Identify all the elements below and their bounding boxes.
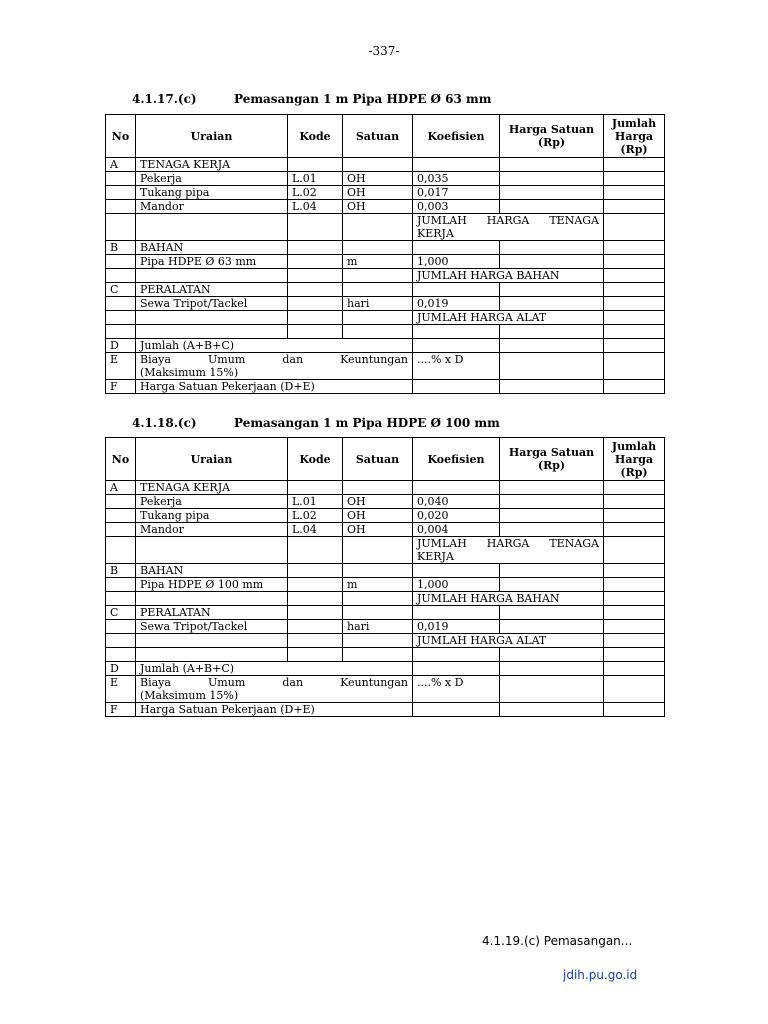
row-uraian: Pipa HDPE Ø 100 mm [136, 578, 288, 592]
row-koefisien: ....% x D [413, 353, 500, 380]
row-satuan: OH [343, 200, 413, 214]
table-row [106, 200, 665, 214]
ahsp-table-4-1-18 [105, 437, 665, 717]
row-uraian: PERALATAN [136, 283, 288, 297]
row-uraian: BAHAN [136, 241, 288, 255]
row-no: A [106, 481, 136, 495]
table-row-empty [106, 325, 665, 339]
row-kode [288, 620, 343, 634]
header-no: No [106, 438, 136, 481]
header-harga-satuan: Harga Satuan (Rp) [500, 438, 604, 481]
row-koefisien: 0,003 [413, 200, 500, 214]
row-uraian: PERALATAN [136, 606, 288, 620]
table-row [106, 339, 665, 353]
subtotal-tenaga-kerja-label [413, 214, 604, 241]
row-uraian: Harga Satuan Pekerjaan (D+E) [136, 703, 413, 717]
subtotal-alat-label: JUMLAH HARGA ALAT [413, 311, 604, 325]
row-no: B [106, 241, 136, 255]
row-no: B [106, 564, 136, 578]
table-row [106, 662, 665, 676]
table-row [106, 311, 665, 325]
row-satuan: OH [343, 495, 413, 509]
row-no: C [106, 606, 136, 620]
row-uraian: Jumlah (A+B+C) [136, 662, 413, 676]
section-heading: Pemasangan 1 m Pipa HDPE Ø 100 mm [234, 416, 500, 430]
table-row [106, 283, 665, 297]
row-kode: L.01 [288, 495, 343, 509]
row-uraian: Sewa Tripot/Tackel [136, 297, 288, 311]
row-satuan: OH [343, 509, 413, 523]
row-satuan: hari [343, 620, 413, 634]
row-kode: L.04 [288, 523, 343, 537]
table-row [106, 353, 665, 380]
table-row [106, 241, 665, 255]
table-row [106, 676, 665, 703]
row-koefisien: 0,004 [413, 523, 500, 537]
page-number: -337- [368, 44, 400, 58]
subtotal-line-1: JUMLAH HARGA TENAGA [417, 537, 599, 550]
row-uraian: Pipa HDPE Ø 63 mm [136, 255, 288, 269]
table-row [106, 186, 665, 200]
row-uraian: Tukang pipa [136, 186, 288, 200]
row-kode: L.01 [288, 172, 343, 186]
row-uraian: TENAGA KERJA [136, 481, 288, 495]
table-row [106, 158, 665, 172]
header-satuan: Satuan [343, 115, 413, 158]
header-koefisien: Koefisien [413, 115, 500, 158]
ahsp-table-4-1-17 [105, 114, 665, 394]
table-header-row [106, 115, 665, 158]
table-row [106, 297, 665, 311]
table-row [106, 592, 665, 606]
uraian-line-2: (Maksimum 15%) [140, 689, 239, 702]
subtotal-line-1: JUMLAH HARGA TENAGA [417, 214, 599, 227]
uraian-line-1: Biaya Umum dan Keuntungan [140, 676, 408, 689]
header-jumlah-harga: Jumlah Harga (Rp) [604, 115, 665, 158]
table-row [106, 564, 665, 578]
row-koefisien: 1,000 [413, 255, 500, 269]
row-no: E [106, 353, 136, 380]
row-uraian: Harga Satuan Pekerjaan (D+E) [136, 380, 413, 394]
header-uraian: Uraian [136, 115, 288, 158]
table-row [106, 578, 665, 592]
table-row [106, 703, 665, 717]
row-satuan: OH [343, 186, 413, 200]
row-no: F [106, 380, 136, 394]
row-no: F [106, 703, 136, 717]
section-title-4-1-18 [132, 416, 500, 430]
table-row-empty [106, 648, 665, 662]
row-uraian: TENAGA KERJA [136, 158, 288, 172]
header-satuan: Satuan [343, 438, 413, 481]
row-koefisien: 0,019 [413, 620, 500, 634]
subtotal-bahan-label: JUMLAH HARGA BAHAN [413, 269, 604, 283]
row-uraian: Sewa Tripot/Tackel [136, 620, 288, 634]
table-row [106, 537, 665, 564]
section-title-4-1-17 [132, 92, 491, 106]
uraian-line-1: Biaya Umum dan Keuntungan [140, 353, 408, 366]
row-kode: L.02 [288, 509, 343, 523]
row-kode [288, 578, 343, 592]
row-uraian: BAHAN [136, 564, 288, 578]
row-uraian: Mandor [136, 200, 288, 214]
row-satuan: OH [343, 523, 413, 537]
table-row [106, 214, 665, 241]
section-heading: Pemasangan 1 m Pipa HDPE Ø 63 mm [234, 92, 492, 106]
row-satuan: OH [343, 172, 413, 186]
row-koefisien: 0,040 [413, 495, 500, 509]
header-uraian: Uraian [136, 438, 288, 481]
table-row [106, 269, 665, 283]
row-uraian [136, 676, 413, 703]
table-row [106, 509, 665, 523]
uraian-line-2: (Maksimum 15%) [140, 366, 239, 379]
header-harga-satuan: Harga Satuan (Rp) [500, 115, 604, 158]
row-koefisien: 0,019 [413, 297, 500, 311]
source-site-link[interactable]: jdih.pu.go.id [563, 968, 638, 982]
table-header-row [106, 438, 665, 481]
table-row [106, 495, 665, 509]
row-uraian: Tukang pipa [136, 509, 288, 523]
section-number: 4.1.18.(c) [132, 416, 197, 430]
row-satuan: hari [343, 297, 413, 311]
row-koefisien: 1,000 [413, 578, 500, 592]
table-row [106, 523, 665, 537]
header-no: No [106, 115, 136, 158]
row-koefisien: 0,035 [413, 172, 500, 186]
row-no: D [106, 662, 136, 676]
row-koefisien: ....% x D [413, 676, 500, 703]
header-kode: Kode [288, 115, 343, 158]
subtotal-bahan-label: JUMLAH HARGA BAHAN [413, 592, 604, 606]
table-row [106, 172, 665, 186]
table-row [106, 634, 665, 648]
header-jumlah-harga: Jumlah Harga (Rp) [604, 438, 665, 481]
row-kode [288, 255, 343, 269]
row-kode [288, 297, 343, 311]
row-uraian: Pekerja [136, 172, 288, 186]
row-no: A [106, 158, 136, 172]
row-kode: L.04 [288, 200, 343, 214]
row-kode: L.02 [288, 186, 343, 200]
row-uraian [136, 353, 413, 380]
header-kode: Kode [288, 438, 343, 481]
subtotal-line-2: KERJA [417, 550, 454, 563]
row-uraian: Pekerja [136, 495, 288, 509]
row-koefisien: 0,017 [413, 186, 500, 200]
table-row [106, 380, 665, 394]
subtotal-tenaga-kerja-label [413, 537, 604, 564]
row-satuan: m [343, 255, 413, 269]
row-no: C [106, 283, 136, 297]
table-row [106, 606, 665, 620]
section-number: 4.1.17.(c) [132, 92, 197, 106]
table-row [106, 620, 665, 634]
subtotal-line-2: KERJA [417, 227, 454, 240]
row-no: D [106, 339, 136, 353]
table-row [106, 481, 665, 495]
continuation-note: 4.1.19.(c) Pemasangan... [482, 934, 633, 948]
row-uraian: Mandor [136, 523, 288, 537]
row-satuan: m [343, 578, 413, 592]
row-no: E [106, 676, 136, 703]
table-row [106, 255, 665, 269]
row-uraian: Jumlah (A+B+C) [136, 339, 413, 353]
header-koefisien: Koefisien [413, 438, 500, 481]
subtotal-alat-label: JUMLAH HARGA ALAT [413, 634, 604, 648]
row-koefisien: 0,020 [413, 509, 500, 523]
